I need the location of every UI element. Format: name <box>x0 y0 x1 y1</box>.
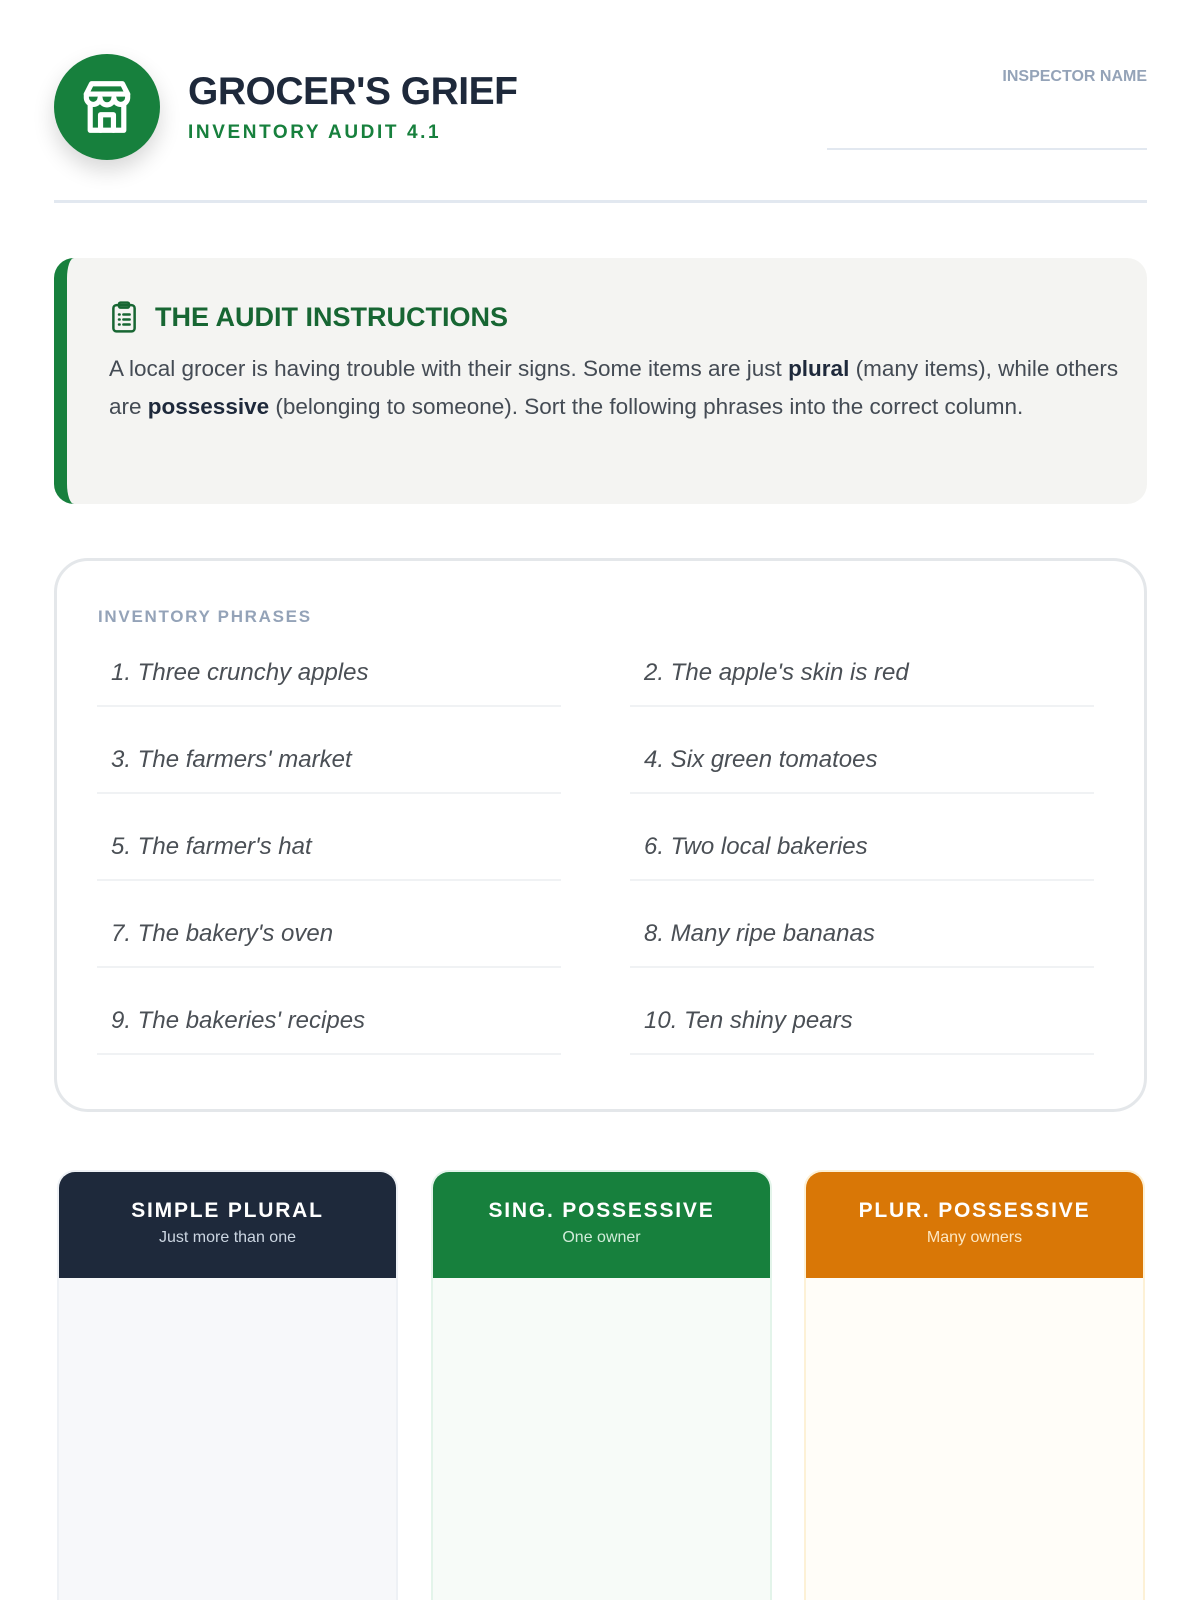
column-subtitle: One owner <box>562 1229 641 1246</box>
phrase-item[interactable]: 2. The apple's skin is red <box>630 651 1094 707</box>
singular-possessive-dropzone[interactable] <box>433 1278 770 1600</box>
singular-possessive-header <box>433 1172 770 1278</box>
inspector-name-field[interactable] <box>827 148 1147 150</box>
page-subtitle: INVENTORY AUDIT 4.1 <box>188 122 442 143</box>
phrase-item[interactable]: 8. Many ripe bananas <box>630 912 1094 968</box>
simple-plural-header <box>59 1172 396 1278</box>
plural-possessive-column <box>804 1170 1145 1600</box>
phrase-item[interactable]: 3. The farmers' market <box>97 738 561 794</box>
inspector-name-label: INSPECTOR NAME <box>1002 68 1147 85</box>
phrase-item[interactable]: 9. The bakeries' recipes <box>97 999 561 1055</box>
column-subtitle: Just more than one <box>159 1229 296 1246</box>
instructions-text: A local grocer is having trouble with their signs. Some items are just plural (many items), while others are possessive (belonging to someone). Sort the following phrases into the correct column. <box>109 356 1119 419</box>
header-divider <box>54 200 1147 203</box>
term-plural: plural <box>788 356 850 381</box>
instructions-title: THE AUDIT INSTRUCTIONS <box>155 301 508 332</box>
phrase-item[interactable]: 7. The bakery's oven <box>97 912 561 968</box>
plural-possessive-dropzone[interactable] <box>806 1278 1143 1600</box>
instructions-heading <box>109 300 508 334</box>
plural-possessive-header <box>806 1172 1143 1278</box>
phrase-item[interactable]: 10. Ten shiny pears <box>630 999 1094 1055</box>
phrase-item[interactable]: 1. Three crunchy apples <box>97 651 561 707</box>
column-title: SING. POSSESSIVE <box>488 1199 715 1222</box>
phrase-item[interactable]: 4. Six green tomatoes <box>630 738 1094 794</box>
instructions-panel <box>54 258 1147 504</box>
singular-possessive-column <box>431 1170 772 1600</box>
clipboard-list-icon <box>109 300 139 334</box>
simple-plural-column <box>57 1170 398 1600</box>
column-subtitle: Many owners <box>926 1229 1023 1246</box>
storefront-icon <box>54 54 160 160</box>
phrases-label: INVENTORY PHRASES <box>98 607 312 626</box>
simple-plural-dropzone[interactable] <box>59 1278 396 1600</box>
header <box>54 54 1147 204</box>
phrase-item[interactable]: 6. Two local bakeries <box>630 825 1094 881</box>
phrases-card <box>54 558 1147 1112</box>
column-title: SIMPLE PLURAL <box>131 1199 324 1222</box>
term-possessive: possessive <box>147 394 270 419</box>
column-title: PLUR. POSSESSIVE <box>858 1199 1091 1222</box>
phrase-item[interactable]: 5. The farmer's hat <box>97 825 561 881</box>
page-title: GROCER'S GRIEF <box>188 70 518 113</box>
